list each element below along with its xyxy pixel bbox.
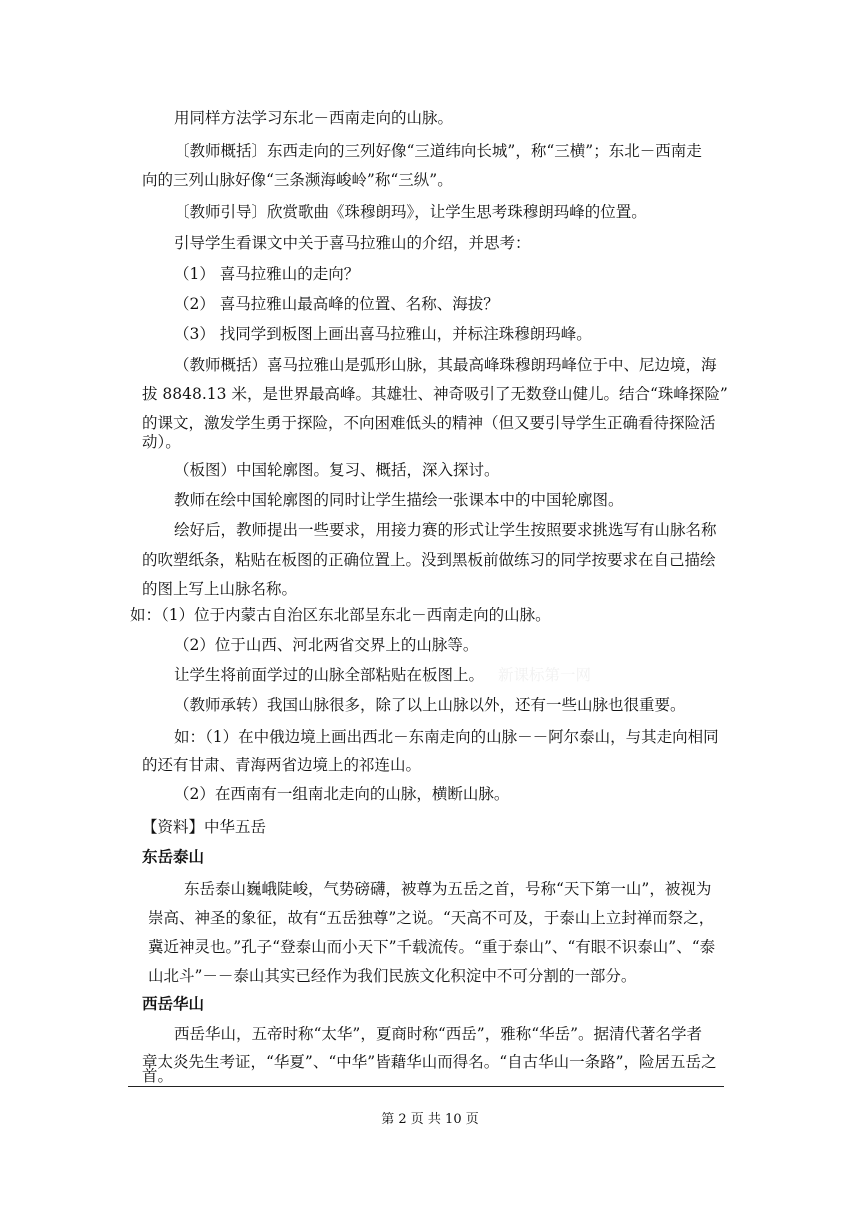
text-line: （3） 找同学到板图上画出喜马拉雅山，并标注珠穆朗玛峰。	[174, 325, 592, 343]
text-line: 山北斗”－－泰山其实已经作为我们民族文化积淀中不可分割的一部分。	[148, 967, 637, 985]
text-line: （2）在西南有一组南北走向的山脉，横断山脉。	[174, 785, 510, 803]
text-line: 〔教师概括〕东西走向的三列好像“三道纬向长城”，称“三横”；东北－西南走	[174, 142, 702, 160]
text-line: 崇高、神圣的象征，故有“五岳独尊”之说。“天高不可及，于泰山上立封禅而祭之，	[148, 909, 715, 927]
text-line: 〔教师引导〕欣赏歌曲《珠穆朗玛》，让学生思考珠穆朗玛峰的位置。	[174, 203, 647, 221]
text-line: （2） 喜马拉雅山最高峰的位置、名称、海拔？	[174, 295, 499, 313]
watermark-text: 新课标第一网	[498, 666, 592, 684]
section-label: 【资料】中华五岳	[142, 818, 267, 836]
text-line: （教师概括）喜马拉雅山是弧形山脉，其最高峰珠穆朗玛峰位于中、尼边境，海	[174, 356, 717, 374]
text-line: 章太炎先生考证，“华夏”、“中华”皆藉华山而得名。“自古华山一条路”，险居五岳之	[142, 1053, 717, 1071]
text-line: （教师承转）我国山脉很多，除了以上山脉以外，还有一些山脉也很重要。	[174, 696, 686, 714]
text-line: 东岳泰山巍峨陡峻，气势磅礴，被尊为五岳之首，号称“天下第一山”，被视为	[184, 880, 712, 898]
text-line: 西岳华山，五帝时称“太华”，夏商时称“西岳”，雅称“华岳”。据清代著名学者	[174, 1025, 703, 1043]
footer-divider	[128, 1086, 724, 1087]
text-line: 首。	[142, 1067, 174, 1085]
text-line: （1） 喜马拉雅山的走向？	[174, 265, 360, 283]
text-line: 如：（1）位于内蒙古自治区东北部呈东北－西南走向的山脉。	[130, 606, 551, 624]
text-line: 绘好后，教师提出一些要求，用接力赛的形式让学生按照要求挑选写有山脉名称	[174, 521, 717, 539]
text-line: （板图）中国轮廓图。复习、概括，深入探讨。	[174, 461, 500, 479]
section-heading: 东岳泰山	[142, 848, 205, 866]
text-line: 用同样方法学习东北－西南走向的山脉。	[174, 109, 454, 127]
text-line: 冀近神灵也。”孔子“登泰山而小天下”千载流传。“重于泰山”、“有眼不识泰山”、“泰	[148, 938, 716, 956]
text-line: 的图上写上山脉名称。	[142, 580, 298, 598]
text-line: 拔 8848.13 米，是世界最高峰。其雄壮、神奇吸引了无数登山健儿。结合“珠峰探险”	[142, 385, 728, 403]
page-footer: 第 2 页 共 10 页	[381, 1112, 479, 1127]
text-line: （2）位于山西、河北两省交界上的山脉等。	[174, 636, 479, 654]
text-line: 教师在绘中国轮廓图的同时让学生描绘一张课本中的中国轮廓图。	[174, 491, 624, 509]
section-heading: 西岳华山	[142, 995, 205, 1013]
text-line: 的还有甘肃、青海两省边境上的祁连山。	[142, 756, 422, 774]
text-line: 的课文，激发学生勇于探险，不向困难低头的精神（但又要引导学生正确看待探险活	[142, 414, 716, 432]
text-line: 让学生将前面学过的山脉全部粘贴在板图上。	[174, 666, 485, 684]
text-line: 动）。	[142, 433, 181, 451]
text-line: 的吹塑纸条，粘贴在板图的正确位置上。没到黑板前做练习的同学按要求在自己描绘	[142, 551, 716, 569]
text-line: 引导学生看课文中关于喜马拉雅山的介绍，并思考：	[174, 234, 531, 252]
text-line: 向的三列山脉好像“三条濒海峻岭”称“三纵”。	[142, 171, 453, 189]
text-line: 如：（1）在中俄边境上画出西北－东南走向的山脉－－阿尔泰山，与其走向相同	[174, 728, 719, 746]
